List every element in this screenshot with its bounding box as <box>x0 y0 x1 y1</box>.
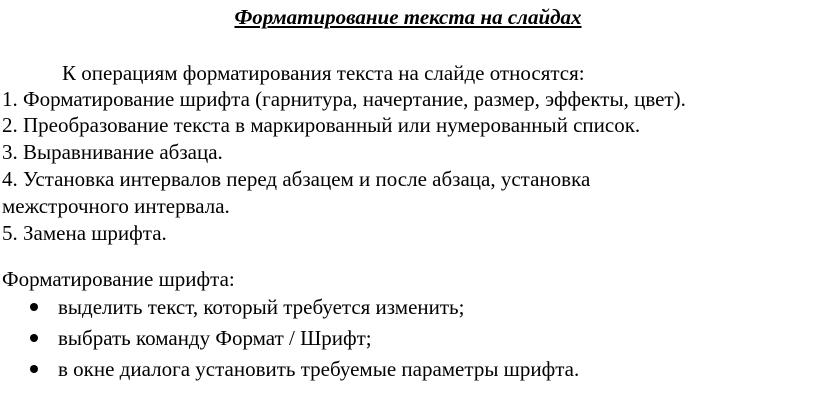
list-item: 1. Форматирование шрифта (гарнитура, начертание, размер, эффекты, цвет). <box>2 87 686 111</box>
bullet-icon <box>30 365 38 373</box>
list-item-continuation: межстрочного интервала. <box>2 194 230 218</box>
bullet-item <box>30 325 372 351</box>
intro-paragraph: К операциям форматирования текста на слайде относятся: <box>62 61 585 85</box>
bullet-icon <box>30 303 38 311</box>
list-item: 3. Выравнивание абзаца. <box>2 140 223 164</box>
bullet-item <box>30 294 464 320</box>
bullet-text: в окне диалога установить требуемые параметры шрифта. <box>58 357 580 381</box>
list-item: 2. Преобразование текста в маркированный или нумерованный список. <box>2 113 641 137</box>
bullet-text: выбрать команду Формат / Шрифт; <box>58 326 372 350</box>
bullet-icon <box>30 334 38 342</box>
bullet-item <box>30 356 579 382</box>
list-item: 4. Установка интервалов перед абзацем и после абзаца, установка <box>2 167 591 191</box>
list-item: 5. Замена шрифта. <box>2 221 167 245</box>
font-section-heading: Форматирование шрифта: <box>2 267 235 291</box>
bullet-text: выделить текст, который требуется изменить; <box>58 295 465 319</box>
page-title: Форматирование текста на слайдах <box>234 5 582 29</box>
